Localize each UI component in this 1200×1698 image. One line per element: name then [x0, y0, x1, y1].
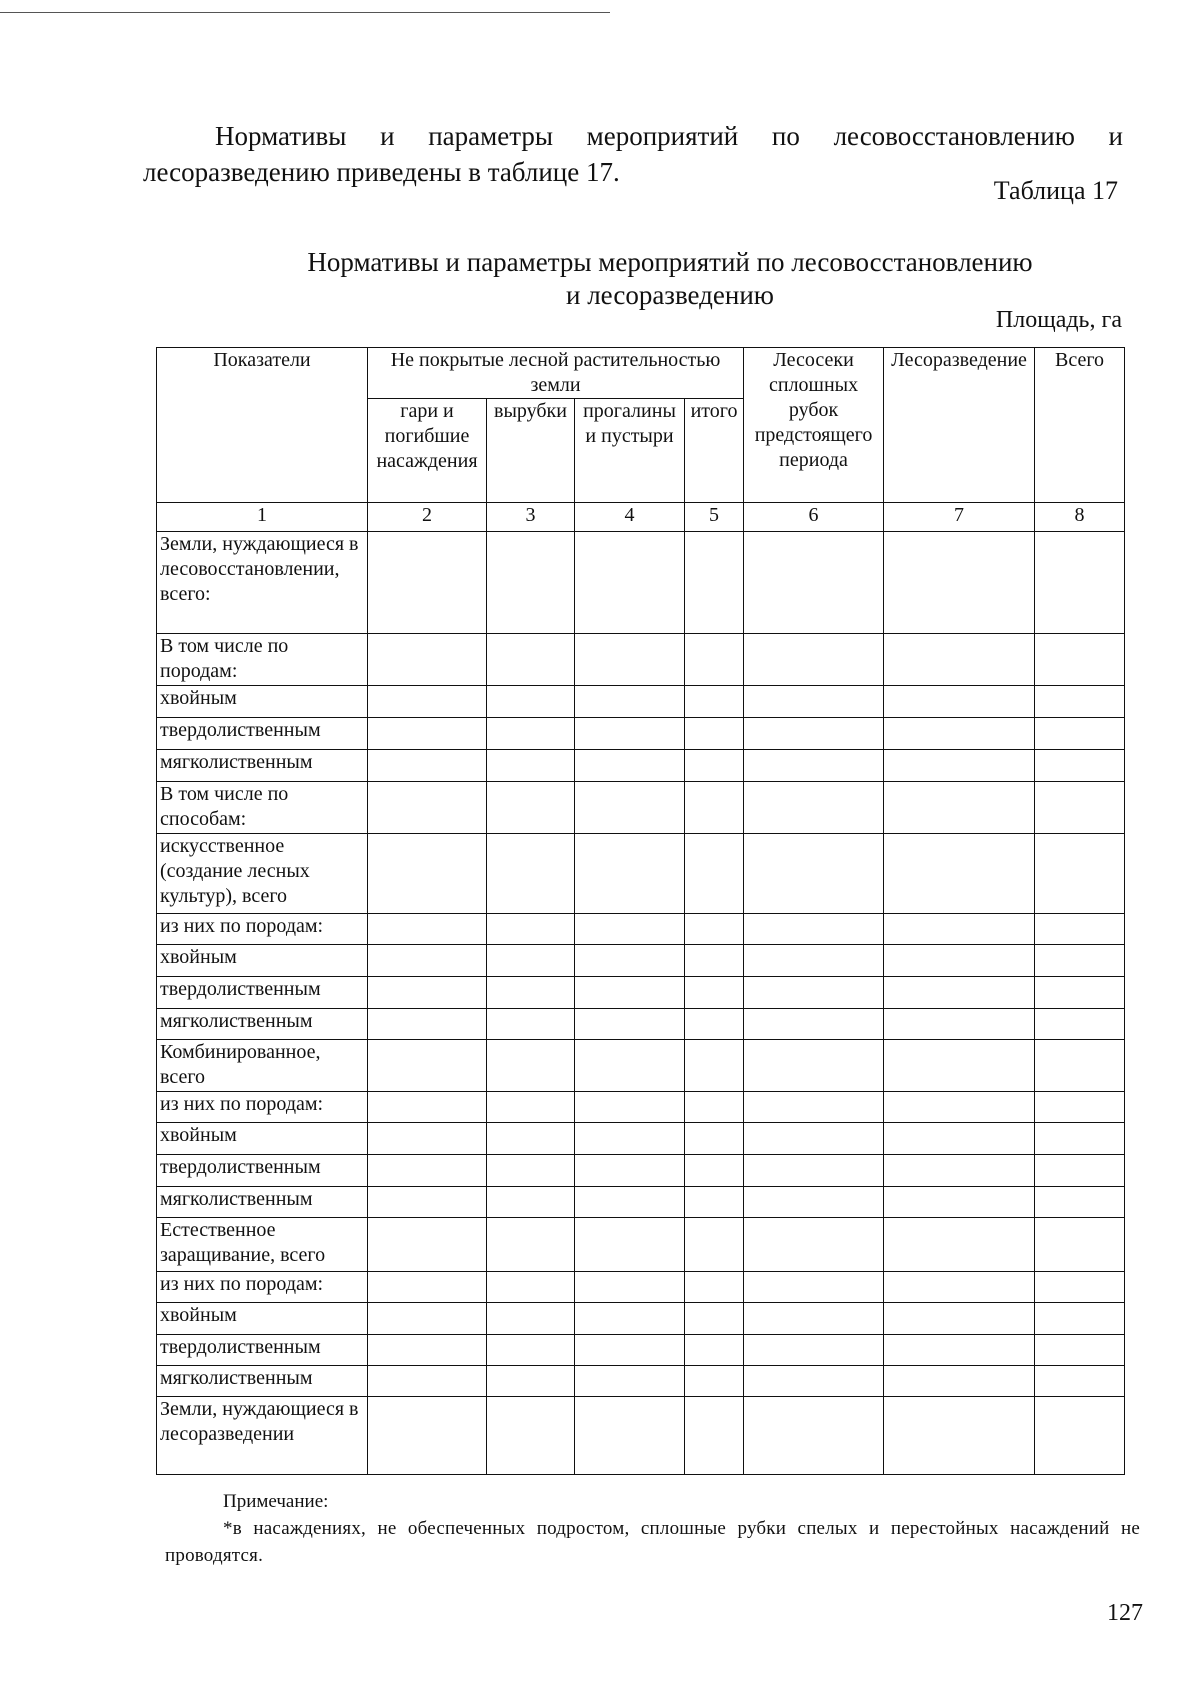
data-cell — [1035, 1366, 1125, 1397]
table-row — [157, 1272, 1125, 1303]
data-cell — [368, 834, 487, 914]
data-cell — [1035, 834, 1125, 914]
intro-line-1: Нормативы и параметры мероприятий по лесовосстановлению и — [215, 121, 1123, 151]
data-cell — [368, 532, 487, 634]
norms-table — [156, 347, 1125, 1475]
data-cell — [884, 782, 1035, 834]
data-cell — [575, 634, 685, 686]
data-cell — [685, 1272, 744, 1303]
table-row — [157, 1187, 1125, 1218]
header-indicators: Показатели — [157, 348, 368, 503]
data-cell — [487, 1123, 575, 1155]
data-cell — [368, 1040, 487, 1092]
data-cell — [685, 977, 744, 1009]
data-cell — [368, 1303, 487, 1335]
data-cell — [685, 1218, 744, 1272]
table-row — [157, 718, 1125, 750]
table-row — [157, 1218, 1125, 1272]
data-cell — [884, 1123, 1035, 1155]
data-cell — [1035, 1155, 1125, 1187]
data-cell — [884, 1155, 1035, 1187]
header-clearings: вырубки — [487, 399, 575, 503]
data-cell — [368, 718, 487, 750]
data-cell — [487, 1040, 575, 1092]
row-label: хвойным — [157, 686, 368, 718]
data-cell — [575, 1155, 685, 1187]
table-row — [157, 1123, 1125, 1155]
data-cell — [884, 1335, 1035, 1366]
data-cell — [487, 1335, 575, 1366]
intro-line-2: лесоразведению приведены в таблице 17. — [143, 157, 620, 187]
row-label: твердолиственным — [157, 977, 368, 1009]
data-cell — [487, 782, 575, 834]
row-label: Земли, нуждающиеся в лесоразведении — [157, 1397, 368, 1475]
column-number: 7 — [884, 503, 1035, 532]
data-cell — [487, 718, 575, 750]
data-cell — [1035, 1218, 1125, 1272]
data-cell — [368, 782, 487, 834]
data-cell — [744, 782, 884, 834]
data-cell — [575, 782, 685, 834]
data-cell — [575, 834, 685, 914]
row-label: твердолиственным — [157, 718, 368, 750]
data-cell — [685, 1092, 744, 1123]
data-cell — [744, 945, 884, 977]
data-cell — [685, 1009, 744, 1040]
data-cell — [368, 1218, 487, 1272]
data-cell — [368, 686, 487, 718]
unit-label: Площадь, га — [995, 307, 1122, 333]
row-label: мягколиственным — [157, 1187, 368, 1218]
data-cell — [487, 1397, 575, 1475]
data-cell — [744, 1335, 884, 1366]
table-row — [157, 914, 1125, 945]
header-row-1 — [157, 348, 1125, 399]
row-label: из них по породам: — [157, 1272, 368, 1303]
data-cell — [487, 945, 575, 977]
row-label: твердолиственным — [157, 1155, 368, 1187]
data-cell — [685, 1123, 744, 1155]
data-cell — [368, 1187, 487, 1218]
data-cell — [685, 1397, 744, 1475]
data-cell — [487, 977, 575, 1009]
data-cell — [884, 1272, 1035, 1303]
data-cell — [685, 1335, 744, 1366]
data-cell — [884, 914, 1035, 945]
header-subtotal: итого — [685, 399, 744, 503]
data-cell — [368, 1335, 487, 1366]
data-cell — [744, 1366, 884, 1397]
data-cell — [368, 914, 487, 945]
data-cell — [1035, 1335, 1125, 1366]
data-cell — [575, 1366, 685, 1397]
data-cell — [368, 634, 487, 686]
data-cell — [575, 1092, 685, 1123]
data-cell — [368, 1092, 487, 1123]
data-cell — [368, 977, 487, 1009]
data-cell — [487, 1009, 575, 1040]
data-cell — [744, 750, 884, 782]
data-cell — [685, 1155, 744, 1187]
data-cell — [1035, 977, 1125, 1009]
data-cell — [487, 1218, 575, 1272]
data-cell — [487, 1155, 575, 1187]
table-row — [157, 750, 1125, 782]
header-cutting-areas: Лесосеки сплошных рубок предстоящего периода — [744, 348, 884, 503]
data-cell — [368, 1123, 487, 1155]
data-cell — [1035, 686, 1125, 718]
data-cell — [368, 1155, 487, 1187]
data-cell — [685, 634, 744, 686]
data-cell — [685, 718, 744, 750]
data-cell — [487, 834, 575, 914]
row-label: Естественное заращивание, всего — [157, 1218, 368, 1272]
row-label: Комбинированное, всего — [157, 1040, 368, 1092]
data-cell — [487, 634, 575, 686]
data-cell — [575, 914, 685, 945]
data-cell — [1035, 945, 1125, 977]
header-burned: гари и погибшие насаждения — [368, 399, 487, 503]
data-cell — [487, 914, 575, 945]
data-cell — [368, 1272, 487, 1303]
data-cell — [884, 1040, 1035, 1092]
data-cell — [1035, 532, 1125, 634]
data-cell — [685, 686, 744, 718]
row-label: мягколиственным — [157, 1009, 368, 1040]
data-cell — [575, 1187, 685, 1218]
data-cell — [1035, 1303, 1125, 1335]
data-cell — [1035, 634, 1125, 686]
header-total: Всего — [1035, 348, 1125, 503]
data-cell — [575, 1303, 685, 1335]
data-cell — [1035, 1272, 1125, 1303]
data-cell — [744, 1009, 884, 1040]
header-glades: прогалины и пустыри — [575, 399, 685, 503]
column-number-row — [157, 503, 1125, 532]
table-row — [157, 945, 1125, 977]
data-cell — [487, 1303, 575, 1335]
data-cell — [487, 750, 575, 782]
data-cell — [1035, 1187, 1125, 1218]
data-cell — [1035, 914, 1125, 945]
data-cell — [685, 914, 744, 945]
table-row — [157, 1155, 1125, 1187]
data-cell — [744, 686, 884, 718]
data-cell — [744, 532, 884, 634]
data-cell — [884, 834, 1035, 914]
data-cell — [575, 718, 685, 750]
table-row — [157, 1335, 1125, 1366]
data-cell — [744, 634, 884, 686]
data-cell — [884, 718, 1035, 750]
table-row — [157, 782, 1125, 834]
row-label: хвойным — [157, 1303, 368, 1335]
table-row — [157, 834, 1125, 914]
data-cell — [575, 750, 685, 782]
column-number: 3 — [487, 503, 575, 532]
note-text: *в насаждениях, не обеспеченных подростом, сплошные рубки спелых и перестойных насаждений не проводятся. — [165, 1518, 1140, 1566]
footnote — [165, 1488, 1140, 1569]
data-cell — [744, 1397, 884, 1475]
row-label: В том числе по породам: — [157, 634, 368, 686]
column-number: 1 — [157, 503, 368, 532]
data-cell — [685, 834, 744, 914]
row-label: мягколиственным — [157, 750, 368, 782]
data-cell — [685, 1303, 744, 1335]
row-label: хвойным — [157, 945, 368, 977]
data-cell — [1035, 718, 1125, 750]
data-cell — [744, 1155, 884, 1187]
data-cell — [884, 750, 1035, 782]
data-cell — [368, 1397, 487, 1475]
column-number: 6 — [744, 503, 884, 532]
row-label: из них по породам: — [157, 914, 368, 945]
data-cell — [884, 1187, 1035, 1218]
data-cell — [487, 1092, 575, 1123]
data-cell — [744, 1218, 884, 1272]
data-cell — [744, 834, 884, 914]
data-cell — [685, 1366, 744, 1397]
data-cell — [685, 945, 744, 977]
data-cell — [1035, 1040, 1125, 1092]
row-label: хвойным — [157, 1123, 368, 1155]
data-cell — [1035, 1397, 1125, 1475]
column-number: 8 — [1035, 503, 1125, 532]
data-cell — [884, 1397, 1035, 1475]
note-title: Примечание: — [223, 1491, 329, 1512]
row-label: Земли, нуждающиеся в лесовосстановлении, всего: — [157, 532, 368, 634]
data-cell — [575, 1009, 685, 1040]
data-cell — [884, 1366, 1035, 1397]
data-cell — [487, 1272, 575, 1303]
data-cell — [884, 1092, 1035, 1123]
data-cell — [575, 686, 685, 718]
data-cell — [368, 750, 487, 782]
data-cell — [685, 1040, 744, 1092]
data-cell — [487, 1187, 575, 1218]
column-number: 4 — [575, 503, 685, 532]
row-label: искусственное (создание лесных культур), всего — [157, 834, 368, 914]
row-label: мягколиственным — [157, 1366, 368, 1397]
data-cell — [575, 1218, 685, 1272]
column-number: 2 — [368, 503, 487, 532]
data-cell — [744, 1040, 884, 1092]
data-cell — [685, 1187, 744, 1218]
table-row — [157, 634, 1125, 686]
column-number: 5 — [685, 503, 744, 532]
data-cell — [884, 634, 1035, 686]
data-cell — [685, 532, 744, 634]
data-cell — [744, 914, 884, 945]
row-label: из них по породам: — [157, 1092, 368, 1123]
data-cell — [368, 1009, 487, 1040]
data-cell — [1035, 782, 1125, 834]
data-cell — [744, 977, 884, 1009]
data-cell — [884, 945, 1035, 977]
data-cell — [744, 1303, 884, 1335]
data-cell — [884, 1303, 1035, 1335]
table-row — [157, 532, 1125, 634]
table-number-label: Таблица 17 — [993, 176, 1118, 205]
data-cell — [575, 1335, 685, 1366]
data-cell — [884, 1009, 1035, 1040]
data-cell — [487, 1366, 575, 1397]
caption-line-1: Нормативы и параметры мероприятий по лесовосстановлению — [307, 247, 1033, 277]
table-row — [157, 686, 1125, 718]
data-cell — [744, 718, 884, 750]
data-cell — [685, 750, 744, 782]
table-row — [157, 1397, 1125, 1475]
data-cell — [884, 977, 1035, 1009]
data-cell — [575, 945, 685, 977]
table-row — [157, 1040, 1125, 1092]
data-cell — [884, 686, 1035, 718]
data-cell — [884, 532, 1035, 634]
data-cell — [575, 1272, 685, 1303]
data-cell — [368, 945, 487, 977]
top-rule — [0, 12, 610, 13]
header-afforestation: Лесоразведение — [884, 348, 1035, 503]
caption-line-2: и лесоразведению — [566, 280, 774, 310]
table-caption — [180, 246, 1160, 312]
data-cell — [744, 1272, 884, 1303]
data-cell — [575, 532, 685, 634]
table-row — [157, 977, 1125, 1009]
table-row — [157, 1303, 1125, 1335]
data-cell — [487, 532, 575, 634]
row-label: В том числе по способам: — [157, 782, 368, 834]
page-number: 127 — [1107, 1600, 1143, 1626]
data-cell — [1035, 750, 1125, 782]
table-row — [157, 1366, 1125, 1397]
data-cell — [744, 1092, 884, 1123]
table-row — [157, 1009, 1125, 1040]
intro-paragraph — [143, 118, 1123, 190]
data-cell — [575, 1040, 685, 1092]
row-label: твердолиственным — [157, 1335, 368, 1366]
data-cell — [575, 1123, 685, 1155]
data-cell — [1035, 1123, 1125, 1155]
data-cell — [744, 1187, 884, 1218]
data-cell — [575, 977, 685, 1009]
data-cell — [685, 782, 744, 834]
table-row — [157, 1092, 1125, 1123]
data-cell — [368, 1366, 487, 1397]
header-uncovered-lands: Не покрытые лесной растительностью земли — [368, 348, 744, 399]
data-cell — [575, 1397, 685, 1475]
data-cell — [1035, 1092, 1125, 1123]
data-cell — [487, 686, 575, 718]
data-cell — [744, 1123, 884, 1155]
data-cell — [884, 1218, 1035, 1272]
data-cell — [1035, 1009, 1125, 1040]
